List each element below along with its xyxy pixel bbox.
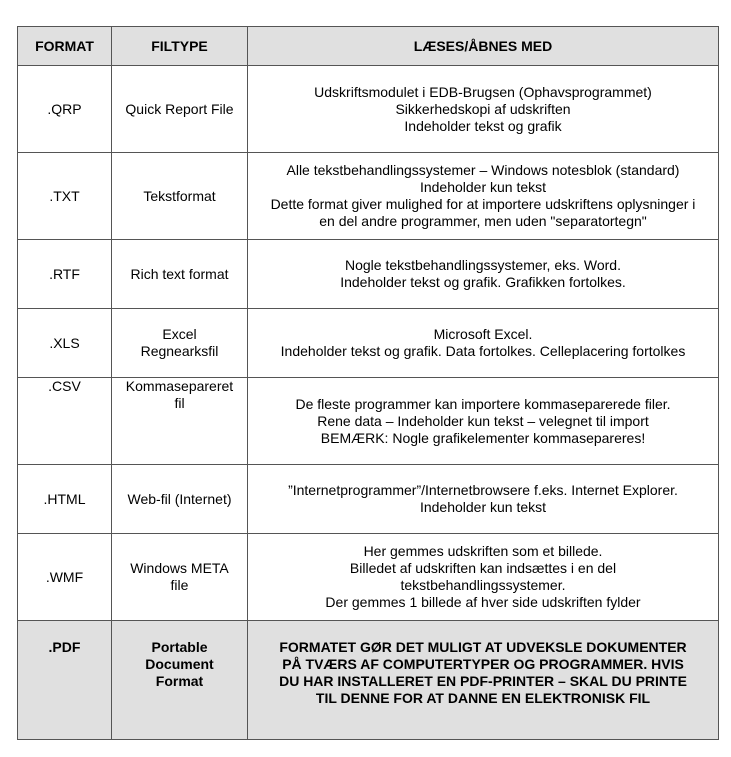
description-line: PÅ TVÆRS AF COMPUTERTYPER OG PROGRAMMER. HVIS <box>282 656 684 672</box>
format-cell: .QRP <box>18 66 112 153</box>
opened-with-cell <box>248 66 719 153</box>
filetype-line: Kommasepareret <box>125 378 234 394</box>
opened-with-cell <box>248 465 719 534</box>
description-line: en del andre programmer, men uden "separatortegn" <box>319 213 647 229</box>
format-cell: .TXT <box>18 153 112 240</box>
description-line: Rene data – Indeholder kun tekst – velegnet til import <box>317 412 649 429</box>
description-line: Indeholder tekst og grafik. Grafikken fortolkes. <box>340 274 626 290</box>
format-cell: .HTML <box>18 465 112 534</box>
description-line: FORMATET GØR DET MULIGT AT UDVEKSLE DOKUMENTER <box>279 639 687 655</box>
description-line: BEMÆRK: Nogle grafikelementer kommasepareres! <box>320 429 646 446</box>
format-cell: .XLS <box>18 309 112 378</box>
format-cell: .PDF <box>18 621 112 740</box>
table-row <box>18 309 719 378</box>
opened-with-cell <box>248 153 719 240</box>
description-line: Indeholder tekst og grafik <box>404 117 562 134</box>
filetype-cell <box>112 621 248 740</box>
filetype-cell <box>112 378 248 465</box>
description-line: Nogle tekstbehandlingssystemer, eks. Word. <box>345 257 621 273</box>
description-line: DU HAR INSTALLERET EN PDF-PRINTER – SKAL DU PRINTE <box>279 673 687 689</box>
filetype-line: Rich text format <box>130 265 229 282</box>
description-line: Dette format giver mulighed for at importere udskriftens oplysninger i <box>270 196 696 212</box>
description-line: tekstbehandlingssystemer. <box>400 577 566 593</box>
header-opened-with: LÆSES/ÅBNES MED <box>248 27 719 66</box>
table-row <box>18 534 719 621</box>
filetype-line: Regnearksfil <box>140 343 219 359</box>
filetype-cell <box>112 309 248 378</box>
table-row <box>18 153 719 240</box>
description-line: Alle tekstbehandlingssystemer – Windows notesblok (standard) <box>286 162 680 178</box>
filetype-cell <box>112 66 248 153</box>
filetype-line: fil <box>174 395 185 411</box>
table-row <box>18 240 719 309</box>
description-line: De fleste programmer kan importere kommaseparerede filer. <box>295 395 671 412</box>
opened-with-cell <box>248 309 719 378</box>
filetype-line: Document <box>145 656 214 672</box>
filetype-line: Excel <box>162 326 197 342</box>
description-line: Der gemmes 1 billede af hver side udskriften fylder <box>325 594 641 610</box>
filetype-cell <box>112 465 248 534</box>
filetype-line: Tekstformat <box>143 187 216 204</box>
file-format-table <box>17 26 719 740</box>
description-line: Her gemmes udskriften som et billede. <box>363 543 603 559</box>
description-line: Microsoft Excel. <box>433 326 533 342</box>
table-row-highlighted <box>18 621 719 740</box>
opened-with-cell <box>248 378 719 465</box>
opened-with-cell <box>248 621 719 740</box>
description-line: Indeholder kun tekst <box>419 499 547 515</box>
description-line: ”Internetprogrammer”/Internetbrowsere f.eks. Internet Explorer. <box>288 482 678 498</box>
table-row <box>18 66 719 153</box>
filetype-line: Web-fil (Internet) <box>127 490 232 507</box>
description-line: Indeholder tekst og grafik. Data fortolkes. Celleplacering fortolkes <box>280 343 686 359</box>
filetype-line: Portable <box>151 639 208 655</box>
filetype-cell <box>112 534 248 621</box>
format-cell: .RTF <box>18 240 112 309</box>
table-row <box>18 465 719 534</box>
header-format: FORMAT <box>18 27 112 66</box>
description-line: Indeholder kun tekst <box>419 179 547 195</box>
description-line: Sikkerhedskopi af udskriften <box>395 100 571 117</box>
format-cell: .WMF <box>18 534 112 621</box>
filetype-line: file <box>170 577 189 593</box>
opened-with-cell <box>248 534 719 621</box>
header-filetype: FILTYPE <box>112 27 248 66</box>
filetype-cell <box>112 153 248 240</box>
description-line: Billedet af udskriften kan indsættes i en del <box>349 560 617 576</box>
filetype-cell <box>112 240 248 309</box>
table-row <box>18 378 719 465</box>
filetype-line: Windows META <box>130 560 229 576</box>
opened-with-cell <box>248 240 719 309</box>
description-line: Udskriftsmodulet i EDB-Brugsen (Ophavsprogrammet) <box>314 83 652 100</box>
filetype-line: Format <box>155 673 204 689</box>
header-row <box>18 27 719 66</box>
description-line: TIL DENNE FOR AT DANNE EN ELEKTRONISK FIL <box>315 690 651 706</box>
filetype-line: Quick Report File <box>125 100 234 117</box>
format-cell: .CSV <box>18 378 112 465</box>
